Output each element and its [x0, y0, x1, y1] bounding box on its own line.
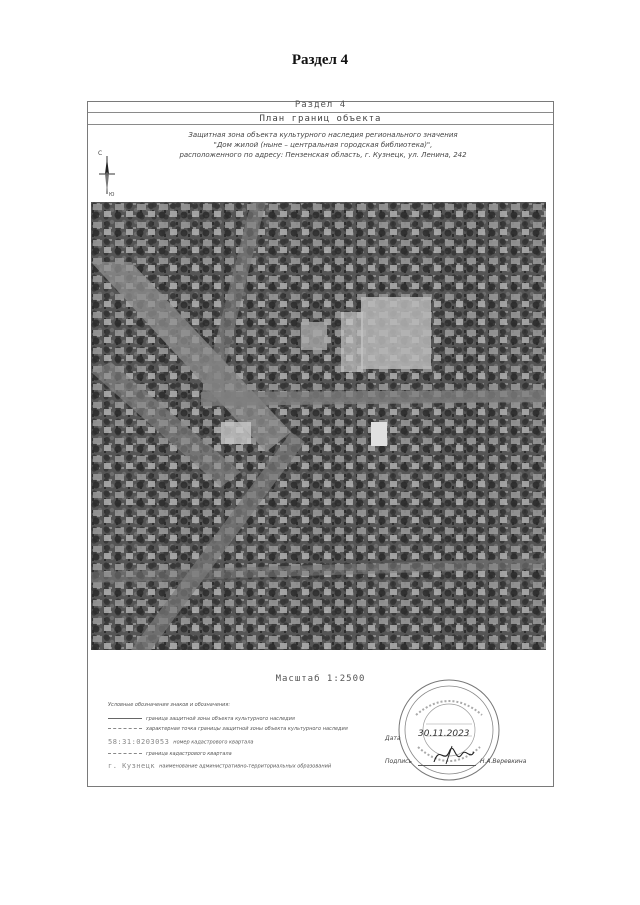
compass-rose-icon: [96, 148, 118, 198]
settlement-name: г. Кузнецк: [108, 762, 156, 770]
compass-south-label: Ю: [109, 192, 115, 198]
legend-item: граница защитной зоны объекта культурного наследия: [108, 716, 295, 726]
date-value: 30.11.2023: [418, 729, 470, 739]
legend-item: 58:31:0203053 номер кадастрового квартала: [108, 738, 254, 746]
legend-item: характерная точка границы защитной зоны объекта культурного наследия: [108, 726, 348, 736]
legend-item: г. Кузнецк наименование административно-территориальных образований: [108, 762, 332, 770]
aerial-map: [91, 202, 546, 650]
signature-label: Подпись: [385, 758, 412, 765]
legend-item: граница кадастрового квартала: [108, 751, 232, 761]
date-label: Дата: [385, 735, 401, 742]
legend-title: Условные обозначения знаков и обозначения:: [108, 702, 231, 708]
document-sheet: [87, 101, 554, 787]
sheet-section-label: Раздел 4: [294, 100, 347, 110]
sheet-title: План границ объекта: [88, 112, 553, 125]
cadastral-quarter-number: 58:31:0203053: [108, 738, 170, 746]
boundary-point-icon: [108, 728, 142, 729]
description-line-3: расположенного по адресу: Пензенская область, г. Кузнецк, ул. Ленина, 242: [179, 151, 467, 159]
signature-line: [418, 765, 476, 766]
description-line-2: "Дом жилой (ныне – центральная городская библиотека)",: [213, 141, 433, 149]
page-heading: Раздел 4: [291, 52, 349, 68]
compass-north-label: С: [98, 150, 103, 157]
signer-name: Н.А.Веревкина: [480, 758, 527, 765]
map-scale: Масштаб 1:2500: [275, 674, 366, 684]
cadastral-boundary-line-icon: [108, 753, 142, 754]
description-line-1: Защитная зона объекта культурного наследия регионального значения: [188, 131, 458, 139]
zone-boundary-line-icon: [108, 718, 142, 719]
